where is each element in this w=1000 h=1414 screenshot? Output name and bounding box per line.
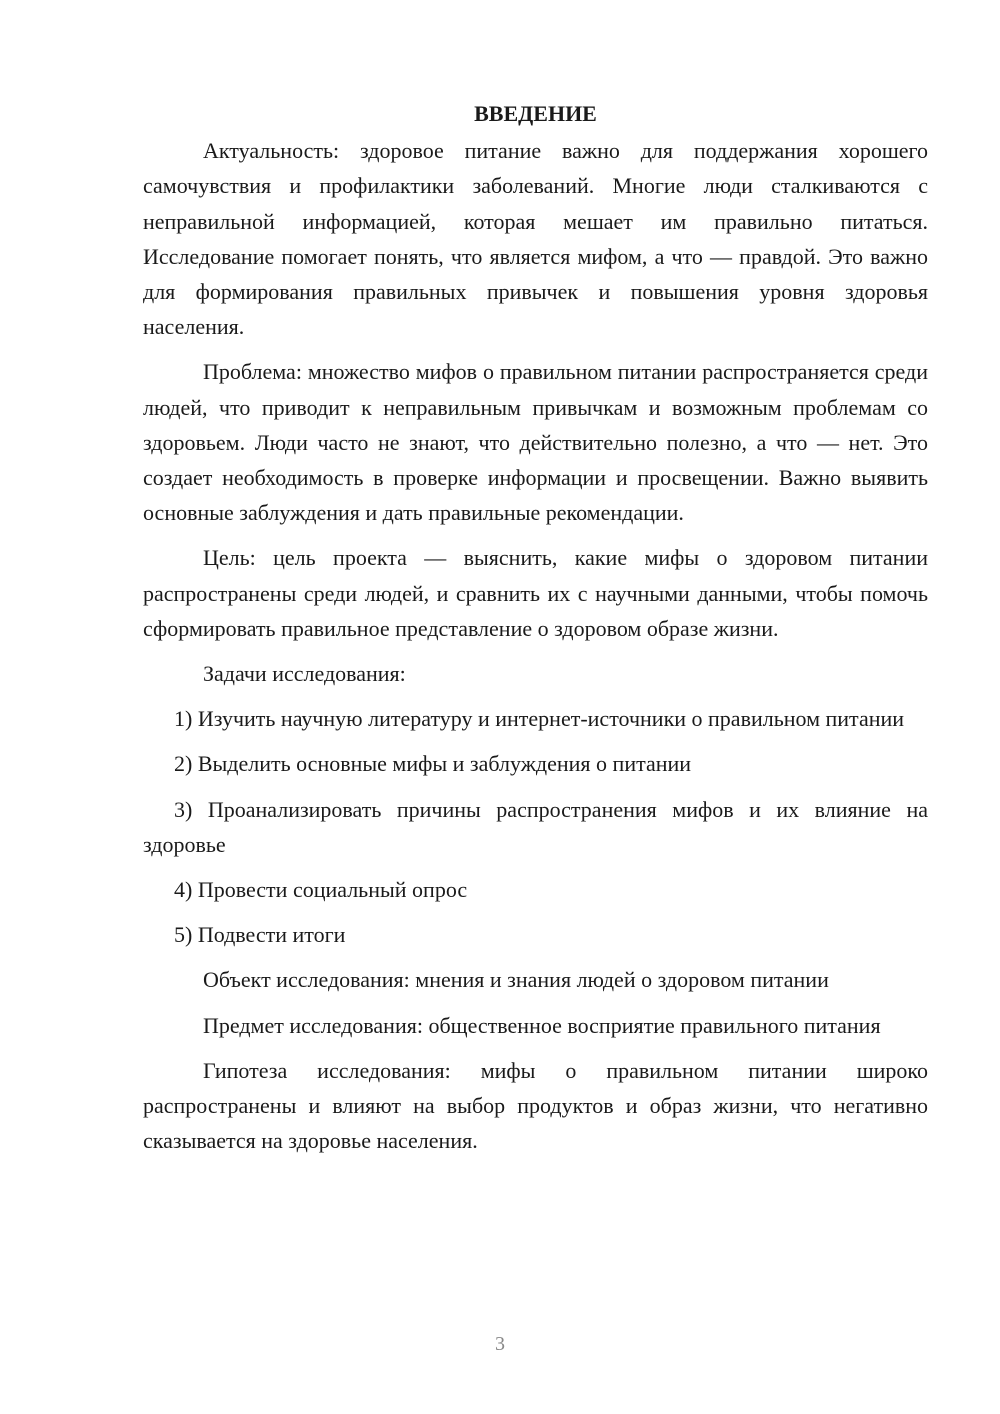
- object-paragraph: Объект исследования: мнения и знания людей о здоровом питании: [203, 967, 829, 993]
- task-item-4: 4) Провести социальный опрос: [174, 877, 468, 903]
- relevance-paragraph: Актуальность: здоровое питание важно для поддержания хорошего самочувствия и профилактики заболеваний. Многие люди сталкиваются с неправильной информацией, которая мешает им правильно питаться. Исследование помогает понять, что является мифом, а что — правдой. Это важно для формирования правильных привычек и повышения уровня здоровья населения.: [143, 138, 928, 340]
- page-content: [143, 96, 928, 1168]
- task-item-3: 3) Проанализировать причины распространения мифов и их влияние на здоровье: [143, 796, 928, 857]
- goal-paragraph: Цель: цель проекта — выяснить, какие мифы о здоровом питании распространены среди людей, и сравнить их с научными данными, чтобы помочь сформировать правильное представление о здоровом образе жизни.: [143, 545, 928, 641]
- subject-paragraph: Предмет исследования: общественное восприятие правильного питания: [203, 1012, 881, 1038]
- page-title: ВВЕДЕНИЕ: [474, 101, 597, 126]
- problem-paragraph: Проблема: множество мифов о правильном питании распространяется среди людей, что приводит к неправильным привычкам и возможным проблемам со здоровьем. Люди часто не знают, что действительно полезно, а что — нет. Это создает необходимость в проверке информации и просвещении. Важно выявить основные заблуждения и дать правильные рекомендации.: [143, 359, 928, 526]
- tasks-heading: Задачи исследования:: [203, 661, 406, 687]
- hypothesis-paragraph: Гипотеза исследования: мифы о правильном питании широко распространены и влияют на выбор продуктов и образ жизни, что негативно сказывается на здоровье населения.: [143, 1057, 928, 1154]
- task-item-2: 2) Выделить основные мифы и заблуждения о питании: [174, 751, 692, 777]
- task-item-1: 1) Изучить научную литературу и интернет-источники о правильном питании: [174, 706, 905, 732]
- task-item-5: 5) Подвести итоги: [174, 922, 346, 948]
- page-number: 3: [495, 1333, 505, 1355]
